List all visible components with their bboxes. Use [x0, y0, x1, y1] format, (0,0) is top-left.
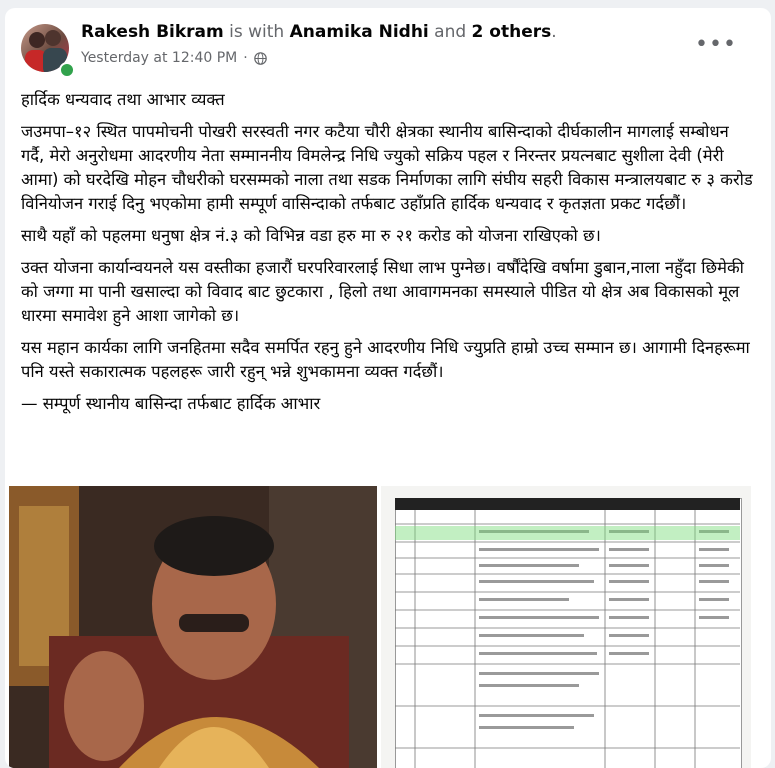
post-paragraph: उक्त योजना कार्यान्वयनले यस वस्तीका हजारौं घरपरिवारलाई सिधा लाभ पुग्नेछ। वर्षौंदेखि वर्षामा डुबान,नाला नहुँदा छिमेकी को जग्गा मा पानी खसाल्दा को विवाद बाट छुटकारा , हिलो तथा आवागमनका समस्याले पीडित यो क्षेत्र अब विकासको मूल धारमा समावेश हुने आशा जागेको छ।: [21, 258, 744, 325]
post-paragraph: यस महान कार्यका लागि जनहितमा सदैव समर्पित रहनु हुने आदरणीय निधि ज्युप्रति हाम्रो उच्च सम्मान छ। आगामी दिनहरूमा पनि यस्ते सकारात्मक पहलहरू जारी रहुन् भन्ने शुभकामना व्यक्त गर्दछौं।: [21, 338, 750, 381]
globe-icon[interactable]: [254, 52, 267, 65]
post-header: [81, 22, 557, 42]
post-photo-document[interactable]: [381, 486, 751, 768]
tagged-others-link[interactable]: 2 others: [471, 22, 552, 42]
author-name[interactable]: Rakesh Bikram: [81, 22, 224, 42]
tagged-person[interactable]: Anamika Nidhi: [289, 22, 429, 42]
more-icon[interactable]: •••: [695, 32, 737, 57]
with-text: is with: [229, 22, 285, 42]
post-card: [5, 8, 771, 768]
person-photo-illustration: [9, 486, 377, 768]
header-period: .: [551, 22, 557, 42]
post-paragraph-title: हार्दिक धन्यवाद तथा आभार व्यक्त: [21, 90, 225, 109]
post-signature: — सम्पूर्ण स्थानीय बासिन्दा तर्फबाट हार्दिक आभार: [21, 394, 321, 413]
post-meta: [81, 50, 267, 66]
document-highlight-row: [395, 526, 740, 540]
post-text: [21, 88, 756, 424]
post-paragraph: जउमपा–१२ स्थित पापमोचनी पोखरी सरस्वती नगर कटैया चौरी क्षेत्रका स्थानीय बासिन्दाको दीर्घकालीन मागलाई सम्बोधन गर्दै, मेरो अनुरोधमा आदरणीय नेता सम्माननीय विमलेन्द्र निधि ज्युको सक्रिय पहल र निरन्तर प्रयत्नबाट सुशीला देवी (मेरी आमा) को घरदेखि मोहन चौधरीको घरसम्मको नाला तथा सडक निर्माणका लागि संघीय सहरी विकास मन्त्रालयबाट रु ३ करोड विनियोजन गराई दिनु भएकोमा हामी सम्पूर्ण वासिन्दाको तर्फबाट उहाँप्रति हार्दिक धन्यवाद र कृतज्ञता प्रकट गर्दछौं।: [21, 122, 753, 213]
and-text: and: [434, 22, 467, 42]
post-paragraph: साथै यहाँ को पहलमा धनुषा क्षेत्र नं.३ को विभिन्न वडा हरु मा रु २१ करोड को योजना राखिएको छ।: [21, 226, 601, 245]
document-table-lines: [395, 510, 740, 768]
post-timestamp[interactable]: Yesterday at 12:40 PM: [81, 50, 238, 66]
post-photo-person[interactable]: [9, 486, 377, 768]
meta-separator: ·: [243, 50, 248, 66]
document-header-bar: [395, 498, 740, 510]
online-status-indicator: [59, 62, 75, 78]
